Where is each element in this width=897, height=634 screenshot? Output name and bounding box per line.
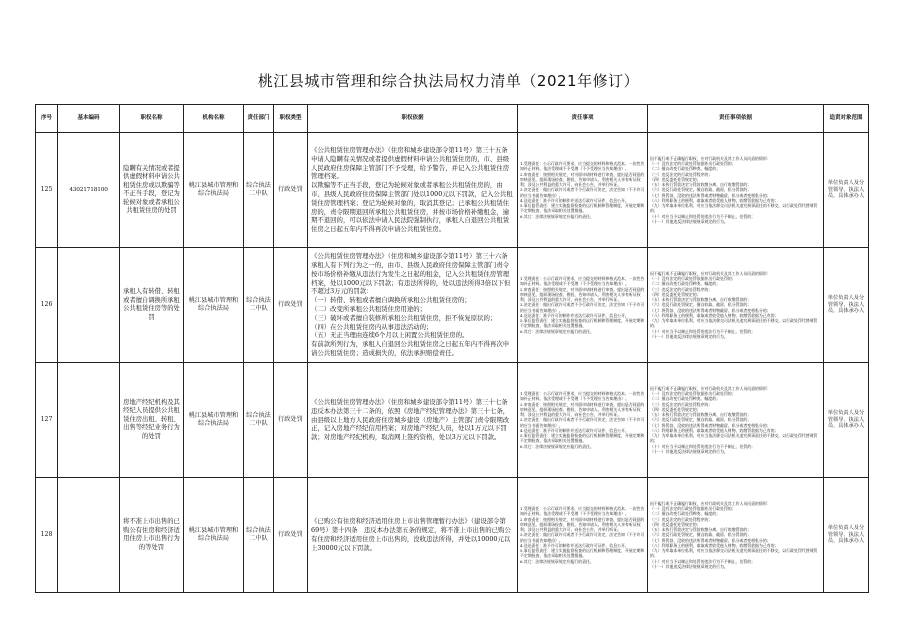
duty-basis-item: （四）违反委托处罚规定的； [650, 521, 701, 527]
power-list-table [35, 104, 869, 593]
duty-basis-item: 因不履行或不正确履行职权，应对行政机关及其工作人员问责的情形： [650, 155, 771, 161]
header-accountable: 追责对象范围 [824, 105, 869, 133]
row-code [58, 478, 120, 593]
duty-basis-item: （九）为牟取本单位私利，对应当依法移交司法机关追究刑事责任的不移交，以行政处罚代替刑罚的； [650, 203, 818, 214]
duty-basis-item: （二）擅自改变行政处罚种类、幅度的； [650, 281, 721, 287]
duty-item: 6.其它：法律法规规章规定应履行的责任。 [520, 328, 594, 334]
row-no: 127 [36, 363, 58, 478]
duty-basis-item: （二）擅自改变行政处罚种类、幅度的； [650, 166, 721, 172]
duty-basis-item: （八）利用职务上的便利，索取或者收受他人财物、收缴罚款据为己有的； [650, 312, 779, 318]
duty-basis-item: 因不履行或不正确履行职权，应对行政机关及其工作人员问责的情形： [650, 500, 771, 506]
duty-basis-item: 因不履行或不正确履行职权，应对行政机关及其工作人员问责的情形： [650, 385, 771, 391]
duty-basis-item: （二）擅自改变行政处罚种类、幅度的； [650, 511, 721, 517]
duty-basis-item: （八）利用职务上的便利，索取或者收受他人财物、收缴罚款据为己有的； [650, 427, 779, 433]
basis-paragraph: 《公共租赁住房管理办法》（住房和城乡建设部令第11号）第三十六条 承租人有下列行为之一的，由市、县级人民政府住房保障主管部门责令按市场价格补缴从违法行为发生之日起的租金，记入公共租赁住房管理档案，处以1000元以下罚款；有违法所得的，处以违法所得3倍以下但不超过3万元的罚款： [311, 252, 514, 296]
table-row [36, 248, 869, 363]
duty-item: 4.送达责任：准予许可的制作并送达行政许可证件，信息公开。 [520, 427, 629, 433]
duty-basis-item: （五）未执行罚款决定与罚款收缴分离、自行收缴罚款的； [650, 527, 752, 533]
duty-basis-item: （三）违反法定的行政处罚程序的； [650, 401, 713, 407]
row-power-name: 隐瞒有关情况或者提供虚假材料申请公共租赁住房或以欺骗等不正当手段，登记为轮候对象或者承租公共租赁住房的处罚 [120, 133, 184, 248]
duty-item: 3.决定责任：做出行政许可或者不予行政许可决定，法定告知（不予许可的应当书面告知理由）。 [520, 302, 645, 313]
duty-basis-item: （七）将罚款、没收的违法所得或者财物截留、私分或者变相私分的； [650, 307, 771, 313]
header-org: 机构名称 [184, 105, 244, 133]
basis-paragraph: 《公共租赁住房管理办法》（住房和城乡建设部令第11号）第三十五条 申请人隐瞒有关情况或者提供虚假材料申请公共租赁住房的，市、县级人民政府住房保障主管部门不予受理，给予警告，并记入公共租赁住房管理档案。 [311, 145, 514, 181]
duty-item: 3.决定责任：做出行政许可或者不予行政许可决定，法定告知（不予许可的应当书面告知理由）。 [520, 187, 645, 198]
basis-paragraph: （四）在公共租赁住房内从事违法活动的； [311, 322, 433, 331]
duty-item: 6.其它：法律法规规章规定应履行的责任。 [520, 213, 594, 219]
duty-basis-item: （三）违反法定的行政处罚程序的； [650, 286, 713, 292]
duty-basis-item: （十）对应当予以制止和处罚的违法行为不予制止、处罚的； [650, 213, 756, 219]
row-duty-basis [648, 363, 824, 478]
duty-basis-item: （六）违反行政处罚规定，擅自收取、截留、私分罚款的； [650, 532, 752, 538]
row-code: 43021718100 [58, 133, 120, 248]
duty-basis-item: （十）对应当予以制止和处罚的违法行为不予制止、处罚的； [650, 328, 756, 334]
duty-item: 6.其它：法律法规规章规定应履行的责任。 [520, 443, 594, 449]
header-type: 职权类型 [274, 105, 308, 133]
duty-basis-item: （九）为牟取本单位私利，对应当依法移交司法机关追究刑事责任的不移交，以行政处罚代替刑罚的； [650, 548, 818, 559]
duty-item: 4.送达责任：准予许可的制作并送达行政许可证件，信息公开。 [520, 197, 629, 203]
duty-basis-item: （十）对应当予以制止和处罚的违法行为不予制止、处罚的； [650, 443, 756, 449]
duty-basis-item: （三）违反法定的行政处罚程序的； [650, 516, 713, 522]
header-duties: 责任事项 [518, 105, 648, 133]
row-accountable: 单位负责人及分管领导、执法人员、具体承办人 [824, 133, 869, 248]
duty-item: 5.事后监管责任：建立实施监督检查的运行机制和管理制度，开展定期和不定期检查，依法采取相关处置措施。 [520, 548, 645, 559]
duty-item: 1.受理责任：公示行政许可要求，应当提交的材料和格式范本，一次性告知补正材料。依法受理或不予受理（不予受理应当告知理由）。 [520, 391, 645, 402]
duty-basis-item: （九）为牟取本单位私利，对应当依法移交司法机关追究刑事责任的不移交，以行政处罚代替刑罚的； [650, 433, 818, 444]
row-duties [518, 248, 648, 363]
duty-item: 1.受理责任：公示行政许可要求，应当提交的材料和格式范本，一次性告知补正材料。依法受理或不予受理（不予受理应当告知理由）。 [520, 276, 645, 287]
row-org: 桃江县城市管理和综合执法局 [184, 363, 244, 478]
row-duties [518, 363, 648, 478]
row-type: 行政处罚 [274, 478, 308, 593]
duty-basis-item: （四）违反委托处罚规定的； [650, 291, 701, 297]
duty-basis-item: （一）没有法定的行政处罚依据作出行政处罚的； [650, 161, 736, 167]
duty-item: 6.其它：法律法规规章规定应履行的责任。 [520, 558, 594, 564]
duty-basis-item: （九）为牟取本单位私利，对应当依法移交司法机关追究刑事责任的不移交，以行政处罚代替刑罚的； [650, 318, 818, 329]
basis-paragraph: （三）破坏或者擅自装修所承租公共租赁住房，拒不恢复原状的； [311, 313, 497, 322]
row-basis [308, 363, 518, 478]
duty-basis-item: （七）将罚款、没收的违法所得或者财物截留、私分或者变相私分的； [650, 422, 771, 428]
header-row [36, 105, 869, 133]
row-dept: 综合执法二中队 [244, 248, 274, 363]
header-code: 基本编码 [58, 105, 120, 133]
duty-item: 4.送达责任：准予许可的制作并送达行政许可证件，信息公开。 [520, 312, 629, 318]
duty-basis-item: （三）违反法定的行政处罚程序的； [650, 171, 713, 177]
row-no: 125 [36, 133, 58, 248]
duty-basis-item: （五）未执行罚款决定与罚款收缴分离、自行收缴罚款的； [650, 412, 752, 418]
table-row [36, 478, 869, 593]
duty-item: 5.事后监管责任：建立实施监督检查的运行机制和管理制度，开展定期和不定期检查，依法采取相关处置措施。 [520, 318, 645, 329]
row-org: 桃江县城市管理和综合执法局 [184, 133, 244, 248]
duty-basis-item: （六）违反行政处罚规定，擅自收取、截留、私分罚款的； [650, 187, 752, 193]
duty-basis-item: 因不履行或不正确履行职权，应对行政机关及其工作人员问责的情形： [650, 270, 771, 276]
row-power-name: 承租人有转借、转租或者擅自调换所承租公共租赁住房等的处罚 [120, 248, 184, 363]
row-no: 128 [36, 478, 58, 593]
basis-paragraph: 以欺骗等不正当手段，登记为轮候对象或者承租公共租赁住房的，由市、县级人民政府住房保障主管部门处以1000元以下罚款，记入公共租赁住房管理档案；登记为轮候对象的，取消其登记；已承租公共租赁住房的，责令限期退回所承租公共租赁住房，并按市场价格补缴租金，逾期不退回的，可以依法申请人民法院强制执行，承租人自退回公共租赁住房之日起五年内不得再次申请公共租赁住房。 [311, 181, 513, 234]
duty-basis-item: （八）利用职务上的便利，索取或者收受他人财物、收缴罚款据为己有的； [650, 542, 779, 548]
row-power-name: 将不准上市出售的已购公有住房和经济适用住房上市出售行为的等处罚 [120, 478, 184, 593]
row-duties [518, 133, 648, 248]
duty-basis-item: （一）没有法定的行政处罚依据作出行政处罚的； [650, 506, 736, 512]
row-code [58, 363, 120, 478]
duty-basis-item: （一）没有法定的行政处罚依据作出行政处罚的； [650, 276, 736, 282]
duty-basis-item: （二）擅自改变行政处罚种类、幅度的； [650, 396, 721, 402]
header-dept: 责任部门 [244, 105, 274, 133]
row-accountable: 单位负责人及分管领导、执法人员、具体承办人 [824, 248, 869, 363]
duty-item: 2.审查责任：按照相关规定，对书面申请材料进行审查，提出是否同意的审核意见，组织现场检查、勘验，告知申请人、利害相关人享有听证权利；涉及公共利益的重大许可，向社会公告，并举行听证。 [520, 286, 645, 303]
duty-basis-item: （五）未执行罚款决定与罚款收缴分离、自行收缴罚款的； [650, 182, 752, 188]
row-duty-basis [648, 478, 824, 593]
table-row [36, 363, 869, 478]
duty-item: 3.决定责任：做出行政许可或者不予行政许可决定，法定告知（不予许可的应当书面告知理由）。 [520, 417, 645, 428]
duty-item: 2.审查责任：按照相关规定，对书面申请材料进行审查，提出是否同意的审核意见，组织现场检查、勘验，告知申请人、利害相关人享有听证权利；涉及公共利益的重大许可，向社会公告，并举行听证。 [520, 401, 645, 418]
duty-basis-item: （十）对应当予以制止和处罚的违法行为不予制止、处罚的； [650, 558, 756, 564]
duty-item: 1.受理责任：公示行政许可要求，应当提交的材料和格式范本，一次性告知补正材料。依法受理或不予受理（不予受理应当告知理由）。 [520, 161, 645, 172]
duty-item: 4.送达责任：准予许可的制作并送达行政许可证件，信息公开。 [520, 542, 629, 548]
basis-paragraph: （二）改变所承租公共租赁住房用途的； [311, 305, 427, 313]
duty-basis-item: （五）未执行罚款决定与罚款收缴分离、自行收缴罚款的； [650, 297, 752, 303]
row-accountable: 单位负责人及分管领导、执法人员、具体承办人 [824, 363, 869, 478]
row-type: 行政处罚 [274, 248, 308, 363]
duty-item: 2.审查责任：按照相关规定，对书面申请材料进行审查，提出是否同意的审核意见，组织现场检查、勘验，告知申请人、利害相关人享有听证权利；涉及公共利益的重大许可，向社会公告，并举行听证。 [520, 516, 645, 533]
row-duty-basis [648, 248, 824, 363]
row-dept: 综合执法二中队 [244, 363, 274, 478]
row-org: 桃江县城市管理和综合执法局 [184, 248, 244, 363]
duty-basis-item: （七）将罚款、没收的违法所得或者财物截留、私分或者变相私分的； [650, 192, 771, 198]
header-basis: 职权依据 [308, 105, 518, 133]
duty-basis-item: （十一）其他违反法律法规规章规定的行为。 [650, 218, 728, 224]
row-type: 行政处罚 [274, 363, 308, 478]
row-power-name: 房地产经纪机构及其经纪人员提供公共租赁住房出租、转租、出售等经纪业务行为的处罚 [120, 363, 184, 478]
row-no: 126 [36, 248, 58, 363]
header-duty-basis: 责任事项依据 [648, 105, 824, 133]
basis-paragraph: （一）转借、转租或者擅自调换所承租公共租赁住房的； [311, 296, 471, 305]
row-duty-basis [648, 133, 824, 248]
row-accountable: 单位负责人及分管领导、执法人员、具体承办人 [824, 478, 869, 593]
row-dept: 综合执法二中队 [244, 133, 274, 248]
duty-basis-item: （十一）其他违反法律法规规章规定的行为。 [650, 333, 728, 339]
duty-basis-item: （四）违反委托处罚规定的； [650, 176, 701, 182]
row-org: 桃江县城市管理和综合执法局 [184, 478, 244, 593]
duty-basis-item: （八）利用职务上的便利，索取或者收受他人财物、收缴罚款据为己有的； [650, 197, 779, 203]
row-basis [308, 133, 518, 248]
duty-basis-item: （七）将罚款、没收的违法所得或者财物截留、私分或者变相私分的； [650, 537, 771, 543]
row-code [58, 248, 120, 363]
duty-item: 1.受理责任：公示行政许可要求，应当提交的材料和格式范本，一次性告知补正材料。依法受理或不予受理（不予受理应当告知理由）。 [520, 506, 645, 517]
duty-basis-item: （四）违反委托处罚规定的； [650, 406, 701, 412]
duty-basis-item: （一）没有法定的行政处罚依据作出行政处罚的； [650, 391, 736, 397]
duty-basis-item: （十一）其他违反法律法规规章规定的行为。 [650, 448, 728, 454]
duty-basis-item: （十一）其他违反法律法规规章规定的行为。 [650, 563, 728, 569]
row-type: 行政处罚 [274, 133, 308, 248]
row-dept: 综合执法二中队 [244, 478, 274, 593]
header-power-name: 职权名称 [120, 105, 184, 133]
duty-basis-item: （六）违反行政处罚规定，擅自收取、截留、私分罚款的； [650, 417, 752, 423]
row-duties [518, 478, 648, 593]
basis-paragraph: 有前款所列行为，承租人自退回公共租赁住房之日起五年内不得再次申请公共租赁住房；造成损失的，依法承担赔偿责任。 [311, 340, 510, 358]
row-basis [308, 478, 518, 593]
page-title: 桃江县城市管理和综合执法局权力清单（2021年修订） [257, 72, 640, 90]
duty-item: 3.决定责任：做出行政许可或者不予行政许可决定，法定告知（不予许可的应当书面告知理由）。 [520, 532, 645, 543]
basis-paragraph: （五）无正当理由连续6个月以上闲置公共租赁住房的。 [311, 331, 469, 340]
duty-item: 5.事后监管责任：建立实施监督检查的运行机制和管理制度，开展定期和不定期检查，依法采取相关处置措施。 [520, 203, 645, 214]
basis-paragraph: 《已购公有住房和经济适用住房上市出售管理暂行办法》（建设部令第69号）第十四条 违反本办法第五条的规定，将不准上市出售的已购公有住房和经济适用住房上市出售的，没收违法所得，并处以10000元以上30000元以下罚款。 [311, 517, 511, 552]
basis-paragraph: 《公共租赁住房管理办法》（住房和城乡建设部令第11号）第三十七条 违反本办法第三十二条的，依照《房地产经纪管理办法》第三十七条，由县级以上地方人民政府住房城乡建设（房地产）主管部门责令限期改正，记入房地产经纪信用档案；对房地产经纪人员，处以1万元以下罚款；对房地产经纪机构，取消网上签约资格，处以3万元以下罚款。 [311, 397, 514, 442]
row-basis [308, 248, 518, 363]
table-row [36, 133, 869, 248]
header-no: 序号 [36, 105, 58, 133]
duty-item: 2.审查责任：按照相关规定，对书面申请材料进行审查，提出是否同意的审核意见，组织现场检查、勘验，告知申请人、利害相关人享有听证权利；涉及公共利益的重大许可，向社会公告，并举行听证。 [520, 171, 645, 188]
duty-basis-item: （六）违反行政处罚规定，擅自收取、截留、私分罚款的； [650, 302, 752, 308]
duty-item: 5.事后监管责任：建立实施监督检查的运行机制和管理制度，开展定期和不定期检查，依法采取相关处置措施。 [520, 433, 645, 444]
